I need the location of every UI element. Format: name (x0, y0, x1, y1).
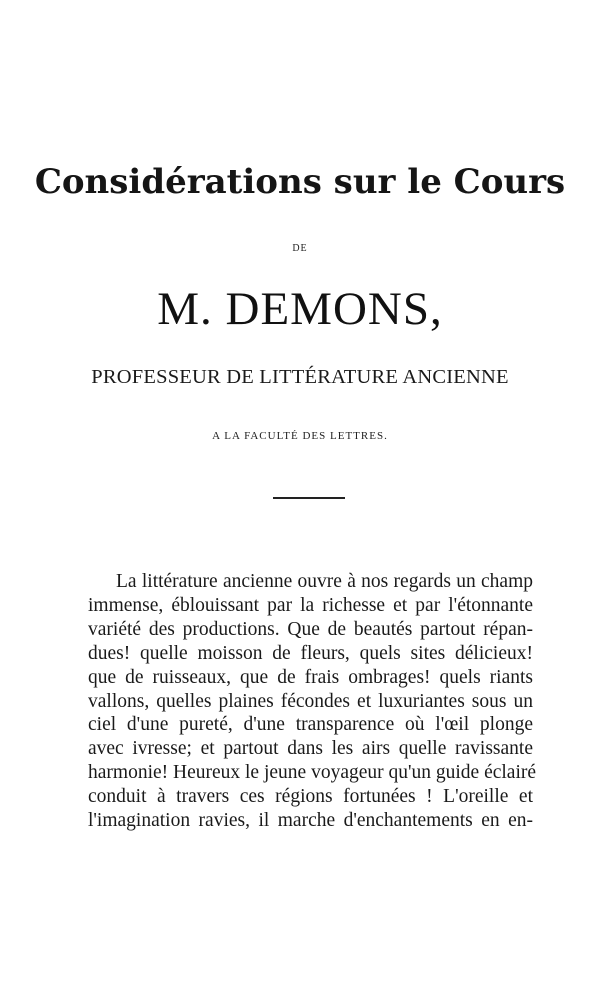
text-line: l'imagination ravies, il marche d'enchantements en en- (88, 810, 533, 832)
text-line: que de ruisseaux, que de frais ombrages! quels riants (88, 666, 533, 688)
text-line: dues! quelle moisson de fleurs, quels sites délicieux! (88, 642, 533, 664)
body-paragraph (88, 570, 537, 833)
text-line: immense, éblouissant par la richesse et par l'étonnante (88, 594, 533, 616)
text-line: vallons, quelles plaines fécondes et luxuriantes sous un (88, 690, 533, 712)
section-divider (273, 497, 345, 499)
text-line: avec ivresse; et partout dans les airs quelle ravissante (88, 738, 533, 760)
faculty-line: A LA FACULTÉ DES LETTRES. (212, 430, 388, 442)
text-line: ciel d'une pureté, d'une transparence où l'œil plonge (88, 714, 533, 736)
text-line: La littérature ancienne ouvre à nos regards un champ (116, 571, 533, 592)
professor-title: PROFESSEUR DE LITTÉRATURE ANCIENNE (91, 366, 509, 388)
text-line: conduit à travers ces régions fortunées ! L'oreille et (88, 786, 533, 808)
text-line: variété des productions. Que de beautés partout répan- (88, 618, 533, 640)
page-title: Considérations sur le Cours (34, 162, 566, 202)
professor-name: M. DEMONS, (157, 283, 443, 335)
text-line: harmonie! Heureux le jeune voyageur qu'un guide éclairé (88, 762, 537, 784)
title-connector: DE (292, 243, 308, 254)
